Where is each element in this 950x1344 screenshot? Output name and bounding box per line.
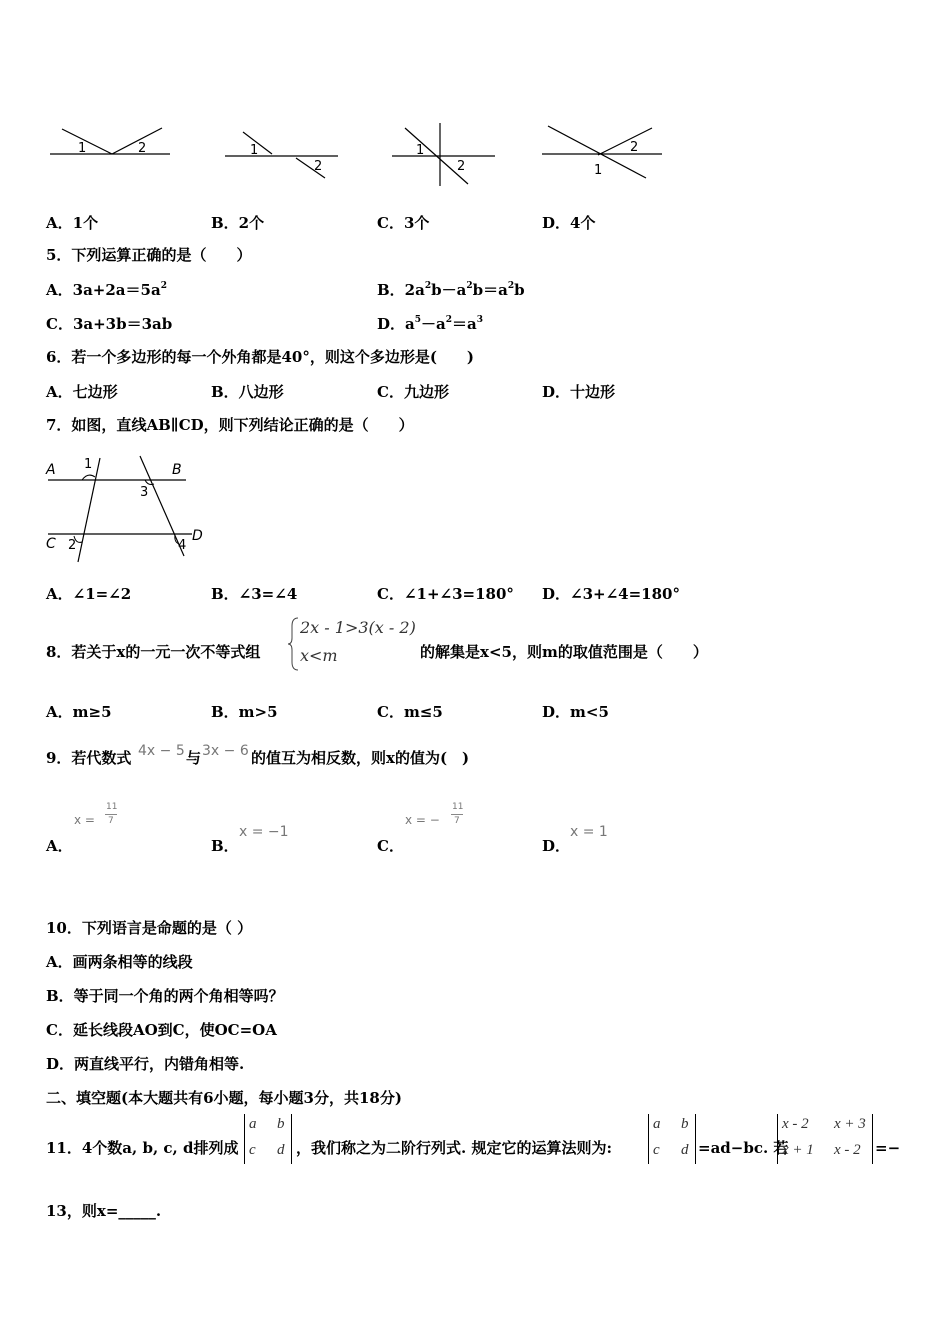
q7-label-2: 2 — [68, 538, 77, 553]
section2-heading: 二、填空题(本大题共有6小题，每小题3分，共18分) — [46, 1089, 402, 1107]
q11-m1-a: a — [249, 1116, 257, 1132]
q11-m2-c: c — [653, 1142, 660, 1158]
q11-m2-b: b — [681, 1116, 689, 1132]
q8-option-a: A．m≥5 — [46, 703, 112, 721]
q8-ineq1: 2x - 1>3(x - 2) — [300, 618, 416, 637]
q9-option-c-lhs: x = − — [405, 813, 440, 827]
q5-option-d: D．$a^5-a^2=a^3$ — [377, 315, 483, 333]
q5-option-c: C．3a+3b＝3ab — [46, 315, 173, 333]
q6-option-a: A．七边形 — [46, 383, 118, 401]
q11-m3-a: x - 2 — [782, 1116, 809, 1132]
q11-matrix-3 — [777, 1114, 873, 1164]
q6-option-c: C．九边形 — [377, 383, 449, 401]
q7-label-4: 4 — [178, 538, 187, 553]
q7-option-a: A．∠1=∠2 — [46, 585, 132, 603]
q11-m3-b: x + 3 — [834, 1116, 866, 1132]
q9-expr1: 4x − 5 — [138, 743, 185, 759]
q4-fig2-label-1: 1 — [250, 143, 259, 158]
q4-fig4-label-2: 2 — [630, 140, 639, 155]
q11-m1-c: c — [249, 1142, 256, 1158]
q7-option-c: C．∠1+∠3=180° — [377, 585, 514, 603]
q9-option-c-den: 7 — [454, 816, 460, 826]
q9-option-a-den: 7 — [108, 816, 114, 826]
q8-brace — [288, 616, 300, 672]
q7-option-d: D．∠3+∠4=180° — [542, 585, 680, 603]
q10-option-d: D．两直线平行，内错角相等. — [46, 1055, 245, 1073]
q9-option-a-label: A． — [46, 837, 73, 855]
q9-option-a-num: 11 — [106, 802, 118, 812]
q4-option-c: C．3个 — [377, 214, 430, 232]
q7-label-1: 1 — [84, 457, 93, 472]
q4-fig1-label-2: 2 — [138, 141, 147, 156]
q4-option-a: A．1个 — [46, 214, 99, 232]
q5-option-b: B．$2a^2b-a^2b=a^2b$ — [377, 281, 525, 299]
q9-option-b-expr: x = −1 — [239, 824, 289, 840]
q4-option-b: B．2个 — [211, 214, 265, 232]
q9-option-a-bar — [105, 814, 117, 815]
q7-label-C: C — [46, 536, 56, 552]
q11-matrix-2 — [648, 1114, 696, 1164]
q11-m1-b: b — [277, 1116, 285, 1132]
q9-expr2: 3x − 6 — [202, 743, 249, 759]
q4-fig4-label-1: 1 — [594, 163, 603, 178]
q7-stem: 7．如图，直线AB∥CD，则下列结论正确的是（ ） — [46, 416, 414, 434]
q11-line2: 13，则x=_____. — [46, 1202, 162, 1220]
q11-mid: ，我们称之为二阶行列式. 规定它的运算法则为: — [296, 1139, 612, 1157]
q9-option-c-num: 11 — [452, 802, 464, 812]
q9-stem-pre: 9．若代数式 — [46, 749, 132, 767]
q7-label-B: B — [172, 462, 182, 478]
q4-fig1-label-1: 1 — [78, 141, 87, 156]
q8-option-c: C．m≤5 — [377, 703, 443, 721]
q8-stem-post: 的解集是x<5，则m的取值范围是（ ） — [420, 643, 708, 661]
q11-m3-c: x + 1 — [782, 1142, 814, 1158]
q9-stem-mid: 与 — [186, 749, 202, 767]
q10-option-b: B．等于同一个角的两个角相等吗？ — [46, 987, 284, 1005]
q9-option-c-bar — [451, 814, 463, 815]
q4-figures — [40, 118, 680, 193]
q11-m3-d: x - 2 — [834, 1142, 861, 1158]
q7-figure — [44, 450, 210, 566]
q11-pre: 11．4个数a, b, c, d排列成 — [46, 1139, 239, 1157]
q4-fig2-label-2: 2 — [314, 159, 323, 174]
q8-option-b: B．m>5 — [211, 703, 278, 721]
q8-stem-pre: 8．若关于x的一元一次不等式组 — [46, 643, 261, 661]
q8-ineq2: x<m — [300, 646, 338, 665]
q4-fig3-label-1: 1 — [416, 143, 425, 158]
q10-option-c: C．延长线段AO到C，使OC=OA — [46, 1021, 277, 1039]
q7-label-3: 3 — [140, 485, 149, 500]
q11-m2-d: d — [681, 1142, 689, 1158]
q6-stem: 6．若一个多边形的每一个外角都是40°，则这个多边形是( ) — [46, 348, 475, 366]
q7-label-D: D — [192, 528, 203, 544]
q7-option-b: B．∠3=∠4 — [211, 585, 298, 603]
q9-option-d-expr: x = 1 — [570, 824, 608, 840]
q8-option-d: D．m<5 — [542, 703, 609, 721]
q9-option-a-lhs: x = — [74, 813, 95, 827]
q11-m1-d: d — [277, 1142, 285, 1158]
q9-stem-post: 的值互为相反数，则x的值为( ) — [251, 749, 470, 767]
q4-option-d: D．4个 — [542, 214, 596, 232]
q6-option-d: D．十边形 — [542, 383, 616, 401]
q5-stem: 5．下列运算正确的是（ ） — [46, 246, 252, 264]
q4-fig3-label-2: 2 — [457, 159, 466, 174]
q9-option-d-label: D． — [542, 837, 571, 855]
q6-option-b: B．八边形 — [211, 383, 284, 401]
q9-option-c-label: C． — [377, 837, 404, 855]
q11-mid2: =ad−bc. 若 — [698, 1139, 789, 1157]
q11-matrix-1 — [244, 1114, 292, 1164]
q7-label-A: A — [46, 462, 56, 478]
q10-option-a: A．画两条相等的线段 — [46, 953, 193, 971]
q10-stem: 10．下列语言是命题的是（ ） — [46, 919, 253, 937]
q9-option-b-label: B． — [211, 837, 239, 855]
q5-option-a: A．$3a+2a=5a^2$ — [46, 281, 167, 299]
q11-m2-a: a — [653, 1116, 661, 1132]
q11-post: =− — [875, 1139, 901, 1157]
